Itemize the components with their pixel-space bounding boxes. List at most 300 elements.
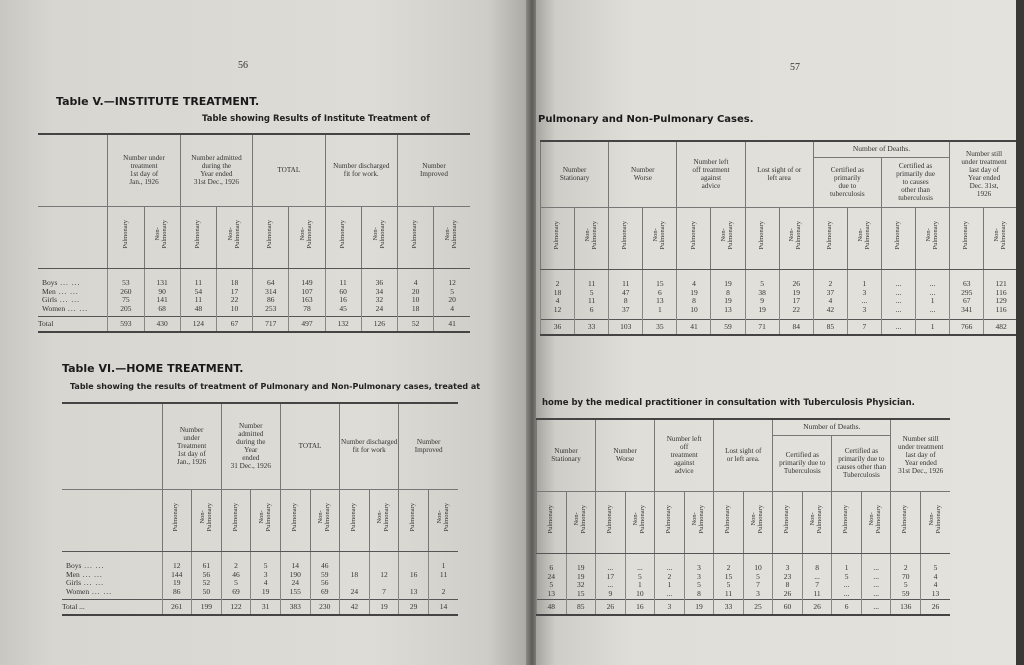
data-cell: 1 11 2: [439, 561, 448, 596]
data-column-3: [251, 559, 281, 599]
row-label: Boys: [42, 278, 58, 287]
column-header: [677, 207, 711, 269]
data-cell: 10: [636, 588, 644, 598]
data-cell: 8: [726, 287, 730, 297]
data-cell: 14: [291, 561, 299, 570]
group-header-0: [162, 403, 221, 489]
deaths-subheader-label: Certified as primarily due to causes other than Tuberculosis: [836, 446, 887, 480]
data-cell: 190: [289, 569, 301, 579]
total-cell: 26: [920, 599, 950, 615]
column-header: [162, 489, 192, 551]
data-column-8: [813, 277, 847, 319]
group-header-3: [745, 141, 813, 207]
data-column-6: [325, 276, 361, 316]
column-header-label: Pulmonary: [689, 221, 697, 250]
column-header: [655, 491, 685, 553]
column-header: [397, 206, 433, 268]
data-cell: 15: [577, 588, 585, 598]
data-cell: 1: [657, 304, 662, 314]
column-header-label: Pulmonary: [665, 505, 672, 534]
row-label-3: [66, 588, 162, 597]
data-cell: 18: [411, 303, 420, 313]
data-cell: 78: [303, 303, 311, 313]
column-header-label: Pulmonary: [172, 503, 180, 532]
data-cell: 8: [623, 296, 628, 305]
total-cell: 25: [743, 599, 773, 615]
data-column-12: [891, 561, 921, 599]
column-header: [596, 491, 626, 553]
row-label: Men: [42, 286, 56, 296]
data-cell: 54: [194, 286, 203, 296]
total-label: [38, 316, 108, 332]
data-cell: 5: [726, 580, 731, 589]
column-header: [813, 207, 847, 269]
data-cell: ...: [895, 287, 902, 297]
data-cell: 5: [549, 580, 554, 589]
group-header-3: [325, 134, 397, 206]
data-column-2: [609, 277, 643, 319]
column-header-label: Non- Pulmonary: [750, 505, 764, 534]
column-header-label: Pulmonary: [553, 221, 561, 250]
data-cell: ...: [929, 287, 936, 297]
data-cell: 3: [862, 287, 867, 297]
total-cell: 766: [950, 319, 984, 335]
data-cell: 5: [589, 287, 594, 297]
total-cell: 14: [428, 599, 458, 615]
group-header-label: Number discharged fit for work: [341, 438, 398, 455]
group-header-0: [541, 141, 609, 207]
group-header-label: Number under Treatment 1st day of Jan., 1926: [176, 426, 207, 467]
data-column-3: [625, 561, 655, 599]
column-header: [802, 491, 832, 553]
column-header: [743, 491, 773, 553]
deaths-subheader-0: [773, 435, 832, 491]
data-cell: 36: [375, 278, 384, 287]
column-header: [180, 206, 216, 268]
data-cell: ...: [895, 304, 902, 314]
column-header: [289, 206, 325, 268]
column-header: [847, 207, 881, 269]
group-header-2: [253, 134, 325, 206]
data-cell: 24: [291, 578, 299, 587]
data-cell: 12: [553, 304, 562, 314]
data-cell: 19: [792, 287, 800, 297]
data-column-9: [434, 276, 470, 316]
total-cell: 52: [397, 316, 433, 332]
total-cell: 35: [643, 319, 677, 335]
data-cell: 8: [697, 588, 701, 598]
data-cell: 1: [667, 580, 672, 589]
group-header-label: Number Worse: [631, 166, 655, 183]
total-cell: 230: [310, 599, 340, 615]
total-label-text: Total: [38, 318, 54, 328]
data-cell: 19: [577, 563, 585, 572]
data-cell: 295: [961, 287, 973, 297]
group-header-label: Number left off treatment against advice: [692, 158, 730, 191]
data-cell: 19: [577, 571, 585, 581]
column-header-label: Pulmonary: [350, 503, 357, 532]
data-cell: 8: [785, 580, 790, 589]
data-cell: 9: [760, 296, 764, 305]
column-header: [541, 207, 575, 269]
data-cell: 42: [826, 304, 835, 314]
data-cell: 8: [815, 563, 819, 572]
data-cell: 16 13: [409, 569, 418, 596]
data-cell: 144: [171, 569, 183, 579]
column-header-label: Non- Pulmonary: [371, 220, 386, 249]
data-cell: 205: [120, 303, 132, 313]
data-cell: 37: [622, 304, 630, 314]
column-header: [340, 489, 370, 551]
data-cell: 341: [961, 304, 973, 314]
column-header: [369, 489, 399, 551]
column-header: [566, 491, 596, 553]
column-header: [711, 207, 745, 269]
group-header-1: [221, 403, 280, 489]
data-cell: 47: [622, 287, 630, 297]
column-header: [428, 489, 458, 551]
column-header-label: Pulmonary: [546, 505, 554, 534]
data-cell: 19: [724, 279, 732, 288]
total-cell: 383: [280, 599, 310, 615]
data-cell: 1: [930, 296, 935, 305]
column-header: [251, 489, 281, 551]
group-header-label: Number Stationary: [551, 447, 581, 464]
total-cell: 85: [813, 319, 847, 335]
column-header: [537, 491, 567, 553]
table6-heading: Table VI.—HOME TREATMENT.: [62, 362, 244, 375]
data-cell: 10: [411, 295, 420, 304]
data-cell: 5: [903, 580, 908, 589]
column-header: [361, 206, 397, 268]
data-column-6: [340, 559, 370, 599]
group-header-label: Number Improved: [414, 438, 443, 455]
institute-treatment-table-left: [38, 133, 470, 333]
column-header-label: Pulmonary: [266, 220, 274, 249]
data-cell: 11: [588, 279, 596, 288]
total-cell: ...: [881, 319, 915, 335]
column-header-label: Non- Pulmonary: [154, 220, 169, 249]
data-cell: 20: [411, 286, 420, 296]
data-cell: 4: [263, 578, 268, 587]
data-column-8: [397, 276, 433, 316]
data-cell: 10: [230, 303, 239, 313]
data-cell: 19: [724, 296, 732, 305]
column-header: [920, 491, 950, 553]
data-cell: 69: [321, 586, 329, 596]
column-header-label: Pulmonary: [621, 221, 629, 250]
data-cell: ...: [861, 296, 868, 305]
home-treatment-table-left: [62, 402, 458, 616]
data-cell: 59: [901, 588, 910, 598]
row-label-3: [42, 305, 107, 314]
deaths-subheader-1: [881, 157, 949, 207]
column-header-label: Pulmonary: [894, 221, 902, 250]
data-cell: 70: [901, 571, 910, 581]
column-header-label: Pulmonary: [605, 505, 613, 534]
data-cell: 20: [448, 295, 456, 304]
data-cell: 34: [375, 286, 384, 296]
data-cell: 5: [697, 580, 701, 589]
data-cell: 10: [690, 304, 698, 314]
data-cell: 129: [995, 296, 1007, 305]
column-header: [745, 207, 779, 269]
page-number-right: 57: [790, 62, 800, 73]
data-column-0: [162, 559, 192, 599]
deaths-subheader-label: Certified as primarily due to Tuberculosis: [779, 450, 826, 476]
leader-dots: ... ...: [89, 586, 113, 596]
column-header-label: Pulmonary: [825, 221, 833, 250]
column-header-label: Non- Pulmonary: [257, 503, 272, 532]
data-cell: 22: [792, 304, 800, 314]
data-cell: 59: [321, 569, 329, 579]
data-cell: 3: [697, 571, 701, 581]
column-header-label: Pulmonary: [231, 503, 239, 532]
data-column-2: [596, 561, 626, 599]
column-header: [192, 489, 222, 551]
data-cell: 6: [589, 304, 594, 314]
column-header-label: Non- Pulmonary: [632, 505, 646, 534]
column-header-label: Non- Pulmonary: [316, 503, 331, 532]
group-header-label: Number under treatment 1st day of Jan., 1926: [123, 154, 165, 187]
data-cell: 5: [760, 279, 764, 288]
column-header-label: Non- Pulmonary: [927, 505, 942, 534]
column-header: [625, 491, 655, 553]
total-cell: 33: [575, 319, 609, 335]
total-cell: 26: [596, 599, 626, 615]
total-cell: 59: [711, 319, 745, 335]
deaths-subheader-label: Certified as primarily due to causes other than tuberculosis: [896, 161, 936, 203]
total-cell: ...: [861, 599, 891, 615]
data-cell: 1: [844, 563, 849, 572]
data-cell: 8: [692, 296, 696, 305]
data-column-4: [253, 276, 289, 316]
data-cell: 56: [202, 569, 211, 579]
column-header-label: Non- Pulmonary: [198, 503, 213, 532]
row-label: Girls: [66, 578, 81, 587]
data-cell: 56: [321, 578, 329, 587]
column-header: [253, 206, 289, 268]
column-header-label: Pulmonary: [783, 505, 791, 534]
data-column-2: [221, 559, 251, 599]
leader-dots: ... ...: [81, 578, 104, 587]
column-header: [861, 491, 891, 553]
data-cell: 50: [202, 586, 211, 596]
total-cell: 41: [434, 316, 470, 332]
data-column-0: [537, 561, 567, 599]
data-cell: 52: [202, 578, 211, 587]
data-column-9: [847, 277, 881, 319]
data-cell: 13: [931, 588, 940, 598]
group-header-label: Number admitted during the Year ended 31 Dec., 1926: [230, 422, 271, 471]
group-header-2: [280, 403, 339, 489]
group-header-0: [108, 134, 180, 206]
column-header: [108, 206, 144, 268]
data-cell: ...: [666, 563, 673, 572]
deaths-header: Number of Deaths.: [773, 419, 891, 435]
data-cell: 141: [156, 295, 168, 304]
column-header-label: Pulmonary: [962, 221, 970, 250]
data-cell: ...: [895, 279, 902, 288]
data-cell: 4: [555, 296, 560, 305]
still-header-label: Number still under treatment last day of Year ended Dec. 31st, 1926: [961, 150, 1007, 199]
total-cell: 67: [216, 316, 252, 332]
still-under-treatment-header: [950, 141, 1018, 207]
table5-heading: Table V.—INSTITUTE TREATMENT.: [56, 95, 260, 108]
group-header-label: TOTAL: [298, 442, 322, 451]
column-header: [280, 489, 310, 551]
column-header: [399, 489, 429, 551]
row-label-header: [62, 403, 162, 489]
total-cell: 482: [984, 319, 1018, 335]
column-header: [643, 207, 677, 269]
total-cell: 136: [891, 599, 921, 615]
data-cell: 15: [724, 571, 733, 581]
data-cell: 67: [962, 296, 971, 305]
data-cell: 260: [120, 286, 132, 296]
data-cell: 4: [828, 296, 833, 305]
data-cell: 19: [173, 578, 181, 587]
data-column-5: [289, 276, 325, 316]
data-column-7: [369, 559, 399, 599]
column-header: [221, 489, 251, 551]
data-cell: 6: [549, 563, 554, 572]
leader-dots: ... ...: [55, 286, 79, 296]
group-header-1: [180, 134, 252, 206]
total-cell: 16: [625, 599, 655, 615]
data-column-11: [861, 561, 891, 599]
data-cell: 7: [756, 580, 760, 589]
column-header-label: Non- Pulmonary: [226, 220, 241, 249]
data-cell: 23: [783, 571, 792, 581]
column-header-label: Non- Pulmonary: [572, 505, 587, 534]
row-label: Men: [66, 569, 80, 579]
leader-dots: ... ...: [65, 303, 89, 313]
data-cell: 75: [122, 295, 130, 304]
total-cell: 33: [714, 599, 744, 615]
data-column-5: [310, 559, 340, 599]
row-label-subheader: [38, 206, 108, 268]
total-cell: 48: [537, 599, 567, 615]
data-cell: 2: [555, 279, 560, 288]
data-cell: 4: [692, 279, 696, 288]
column-header-label: Non- Pulmonary: [376, 503, 390, 532]
data-column-4: [280, 559, 310, 599]
column-header-label: Non- Pulmonary: [720, 221, 735, 250]
group-header-2: [655, 419, 714, 491]
data-cell: 90: [158, 286, 166, 296]
data-column-1: [192, 559, 222, 599]
data-cell: ...: [929, 304, 936, 314]
data-column-3: [216, 276, 252, 316]
data-cell: 86: [173, 586, 181, 596]
data-cell: 68: [158, 303, 166, 313]
total-cell: 41: [677, 319, 711, 335]
table6-subheading: Table showing the results of treatment of Pulmonary and Non-Pulmonary cases, treated at: [70, 382, 481, 391]
total-cell: 122: [221, 599, 251, 615]
data-cell: 63: [962, 279, 971, 288]
group-header-1: [609, 141, 677, 207]
row-labels: [62, 559, 162, 599]
data-cell: 13: [656, 296, 664, 305]
data-cell: 86: [266, 295, 275, 304]
group-header-4: [399, 403, 458, 489]
data-cell: 7: [815, 580, 819, 589]
data-cell: 37: [826, 287, 835, 297]
group-header-label: Lost sight of or left area.: [725, 447, 762, 464]
column-header: [144, 206, 180, 268]
data-column-1: [575, 277, 609, 319]
data-cell: 61: [202, 561, 211, 570]
data-column-9: [428, 559, 458, 599]
data-cell: 19: [690, 287, 698, 297]
total-cell: 36: [541, 319, 575, 335]
data-cell: 38: [758, 287, 766, 297]
data-column-10: [881, 277, 915, 319]
data-cell: ...: [873, 580, 879, 589]
data-cell: ...: [637, 563, 643, 572]
deaths-subheader-1: [832, 435, 891, 491]
data-cell: 121: [995, 279, 1007, 288]
column-header: [881, 207, 915, 269]
data-cell: ...: [929, 279, 936, 288]
data-column-0: [541, 277, 575, 319]
column-header-label: Pulmonary: [901, 505, 909, 534]
group-header-label: Number left off treatment against advice: [666, 435, 702, 476]
column-header-label: Non- Pulmonary: [809, 505, 824, 534]
leader-dots: ... ...: [79, 569, 103, 579]
total-cell: 19: [369, 599, 399, 615]
data-cell: 18: [553, 287, 562, 297]
data-cell: 131: [156, 278, 168, 287]
data-column-12: [950, 277, 984, 319]
data-cell: 11: [339, 278, 347, 287]
data-cell: 253: [265, 303, 277, 313]
data-cell: 45: [339, 303, 347, 313]
data-cell: 4: [933, 571, 938, 581]
leader-dots: ... ...: [57, 295, 80, 304]
column-header-label: Pulmonary: [757, 221, 765, 250]
group-header-label: Number admitted during the Year ended 31st Dec., 1926: [191, 154, 242, 187]
column-header-label: Pulmonary: [338, 220, 346, 249]
total-cell: 19: [684, 599, 714, 615]
data-column-2: [180, 276, 216, 316]
data-cell: 18: [230, 278, 239, 287]
total-cell: 6: [832, 599, 862, 615]
total-cell: 71: [745, 319, 779, 335]
group-header-0: [537, 419, 596, 491]
group-header-label: Lost sight of or left area: [757, 166, 802, 183]
data-cell: 155: [289, 586, 301, 596]
data-column-5: [711, 277, 745, 319]
total-cell: 84: [779, 319, 813, 335]
column-header: [325, 206, 361, 268]
page-number-left: 56: [238, 60, 248, 71]
column-header: [950, 207, 984, 269]
data-cell: 15: [656, 279, 664, 288]
row-label: Women: [66, 586, 90, 596]
total-cell: 497: [289, 316, 325, 332]
leader-dots: ... ...: [81, 561, 105, 570]
group-header-label: Number Stationary: [559, 166, 590, 183]
data-column-5: [684, 561, 714, 599]
table5-subheading: Table showing Results of Institute Treatment of: [202, 114, 430, 124]
data-cell: 13: [724, 304, 732, 314]
column-header: [575, 207, 609, 269]
data-cell: 5: [263, 561, 268, 570]
data-cell: 5: [933, 563, 938, 572]
column-header-label: Non- Pulmonary: [924, 221, 939, 250]
